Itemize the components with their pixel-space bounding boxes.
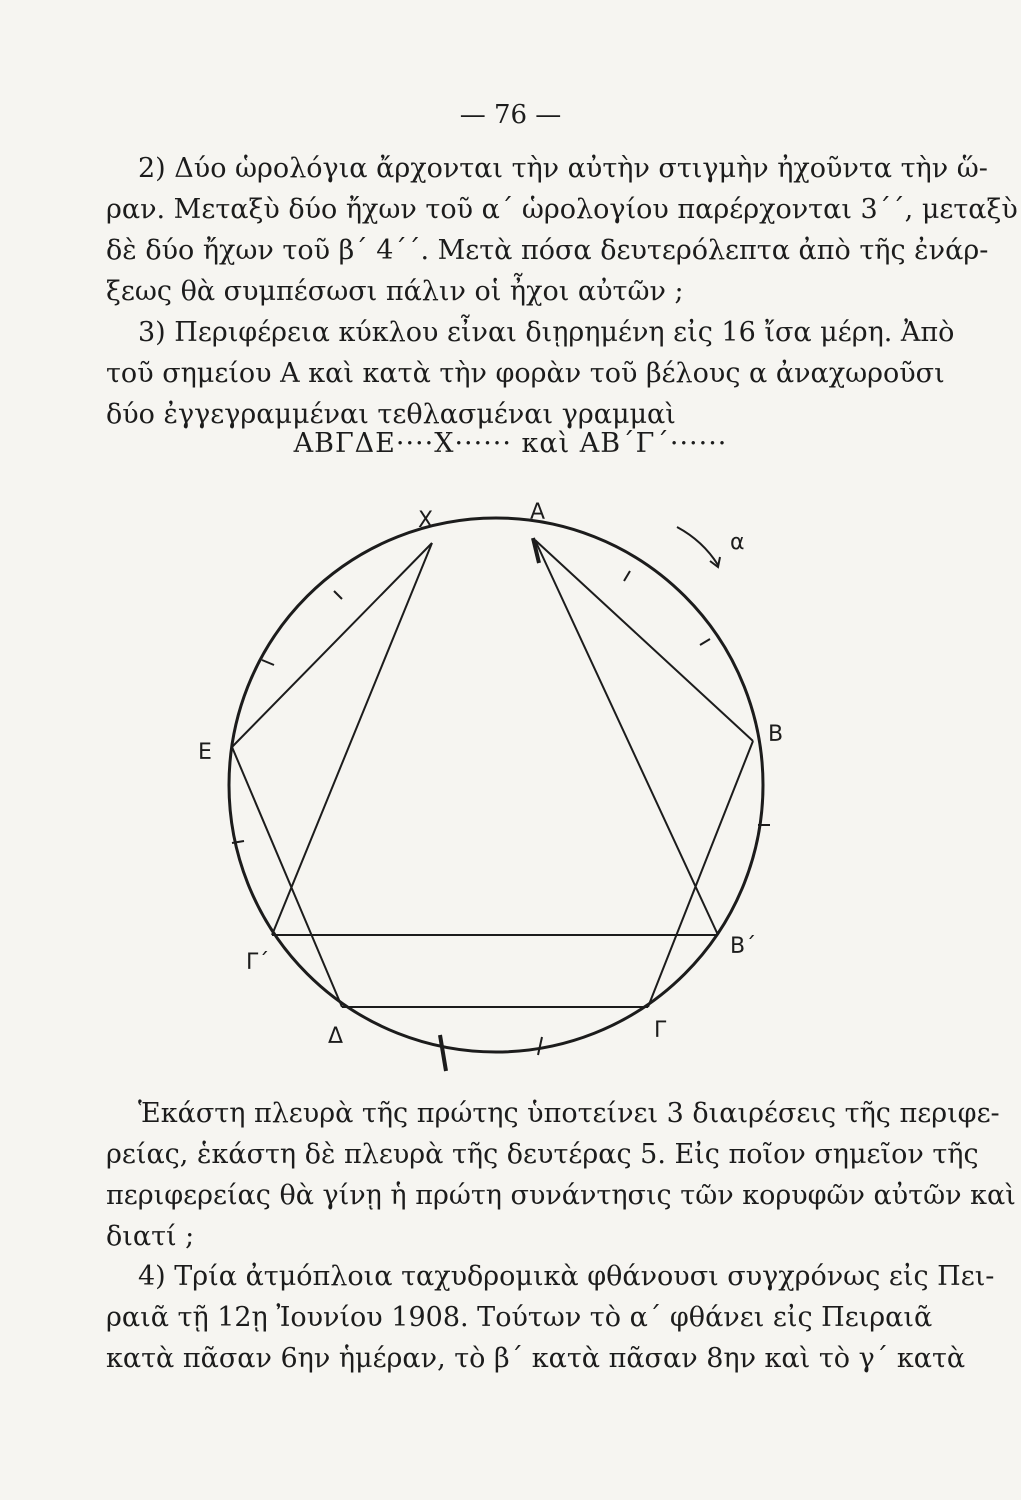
label-b: Β (768, 722, 784, 747)
division-tick (624, 571, 630, 581)
problem-2-line: ξεως θὰ συμπέσωσι πάλιν οἱ ἦχοι αὐτῶν ; (106, 276, 684, 307)
division-tick (262, 660, 274, 665)
problem-3-line: τοῦ σημείου Α καὶ κατὰ τὴν φορὰν τοῦ βέλους α ἀναχωροῦσι (106, 358, 945, 389)
segment-b-g (648, 741, 753, 1007)
label-a: Α (530, 500, 546, 525)
problem-3-cont-line: περιφερείας θὰ γίνῃ ἡ πρώτη συνάντησις τῶν κορυφῶν αὐτῶν καὶ (106, 1180, 1016, 1211)
label-g: Γ (654, 1018, 667, 1043)
label-arrow-alpha: α (730, 530, 745, 555)
segment-gprime-x (272, 543, 432, 935)
problem-3 (106, 312, 955, 435)
division-ticks (232, 571, 770, 1055)
problem-4-line: 4) Τρία ἀτμόπλοια ταχυδρομικὰ φθάνουσι συγχρόνως εἰς Πει- (138, 1261, 995, 1292)
problem-4-line: κατὰ πᾶσαν 6ην ἡμέραν, τὸ β΄ κατὰ πᾶσαν 8ην καὶ τὸ γ΄ κατὰ (106, 1343, 966, 1374)
polyline-abprime-gprime (272, 540, 718, 935)
problem-3-line: 3) Περιφέρεια κύκλου εἶναι διῃρημένη εἰς 16 ἴσα μέρη. Ἀπὸ (138, 317, 955, 348)
segment-a-bprime (535, 540, 718, 935)
problem-2-line: ραν. Μεταξὺ δύο ἤχων τοῦ α΄ ὡρολογίου παρέρχονται 3΄΄, μεταξὺ (106, 194, 1018, 225)
problem-3-cont-line: διατί ; (106, 1221, 195, 1252)
problem-3-continued (106, 1093, 1016, 1257)
division-tick (700, 639, 710, 645)
label-e: Ε (198, 740, 212, 765)
label-x: X (418, 508, 434, 533)
page-number: — 76 — (459, 100, 562, 130)
label-b-prime: Β΄ (730, 934, 757, 959)
division-tick (334, 591, 342, 599)
problem-3-cont-line: Ἑκάστη πλευρὰ τῆς πρώτης ὑποτείνει 3 διαιρέσεις τῆς περιφε- (138, 1098, 1000, 1129)
label-g-prime: Γ΄ (246, 950, 270, 975)
division-tick (538, 1037, 542, 1055)
problem-4-line: ραιᾶ τῇ 12ῃ Ἰουνίου 1908. Τούτων τὸ α΄ φθάνει εἰς Πειραιᾶ (106, 1302, 933, 1333)
problem-2-line: 2) Δύο ὡρολόγια ἄρχονται τὴν αὐτὴν στιγμὴν ἠχοῦντα τὴν ὥ- (138, 153, 988, 184)
problem-2-line: δὲ δύο ἤχων τοῦ β΄ 4΄΄. Μετὰ πόσα δευτερόλεπτα ἀπὸ τῆς ἐνάρ- (106, 235, 989, 266)
label-d: Δ (328, 1024, 344, 1049)
problem-2 (106, 148, 1018, 312)
problem-3-line: δύο ἐγγεγραμμέναι τεθλασμέναι γραμμαὶ (106, 399, 676, 430)
direction-arrow (677, 527, 718, 565)
circle (229, 518, 763, 1052)
problem-4 (106, 1256, 995, 1379)
circle-figure (190, 495, 830, 1075)
problem-3-cont-line: ρείας, ἑκάστη δὲ πλευρὰ τῆς δευτέρας 5. Εἰς ποῖον σημεῖον τῆς (106, 1139, 979, 1170)
polyline-formula: ΑΒΓΔΕ····Χ······ καὶ ΑΒ΄Γ΄······ (293, 428, 728, 459)
polyline-abgde (232, 540, 753, 1007)
bottom-mark (440, 1035, 446, 1071)
